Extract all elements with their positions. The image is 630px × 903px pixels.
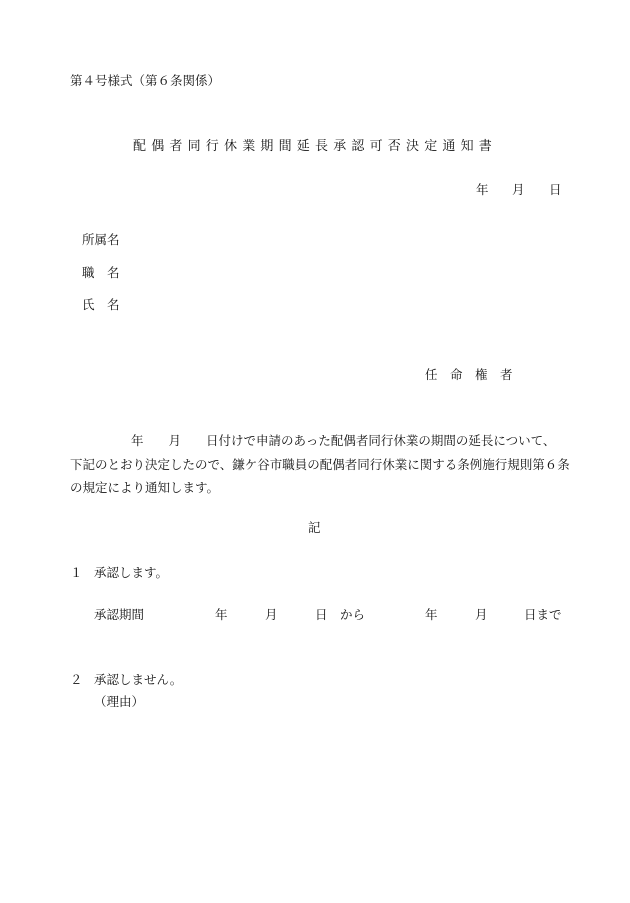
approval-period-label: 承認期間 (94, 607, 145, 622)
from-year-label: 年 (215, 607, 228, 622)
from-month-label: 月 (265, 607, 278, 622)
item1-text: 承認します。 (94, 565, 169, 580)
item2-number: ２ (70, 672, 83, 687)
position-label: 職 名 (82, 265, 120, 280)
body-line-1: 年 月 日付けで申請のあった配偶者同行休業の期間の延長について、 (131, 433, 556, 448)
reason-label: （理由） (94, 694, 145, 709)
date-year-label: 年 (476, 182, 489, 197)
to-month-label: 月 (475, 607, 488, 622)
body-line-2: 下記のとおり決定したので、鎌ケ谷市職員の配偶者同行休業に関する条例施行規則第６条 (70, 457, 570, 472)
ki-heading: 記 (308, 520, 321, 535)
document-title: 配偶者同行休業期間延長承認可否決定通知書 (133, 139, 498, 154)
affiliation-label: 所属名 (82, 232, 120, 247)
date-day-label: 日 (549, 182, 562, 197)
appointing-authority-label: 任 命 権 者 (425, 367, 513, 382)
item1-number: １ (70, 565, 83, 580)
item2-text: 承認しません。 (94, 672, 183, 687)
to-day-until-label: 日まで (524, 607, 562, 622)
from-word: から (340, 607, 366, 622)
date-month-label: 月 (512, 182, 525, 197)
body-line-3: の規定により通知します。 (70, 480, 220, 495)
form-number: 第４号様式（第６条関係） (70, 73, 221, 88)
from-day-label: 日 (315, 607, 328, 622)
to-year-label: 年 (425, 607, 438, 622)
name-label: 氏 名 (82, 297, 120, 312)
